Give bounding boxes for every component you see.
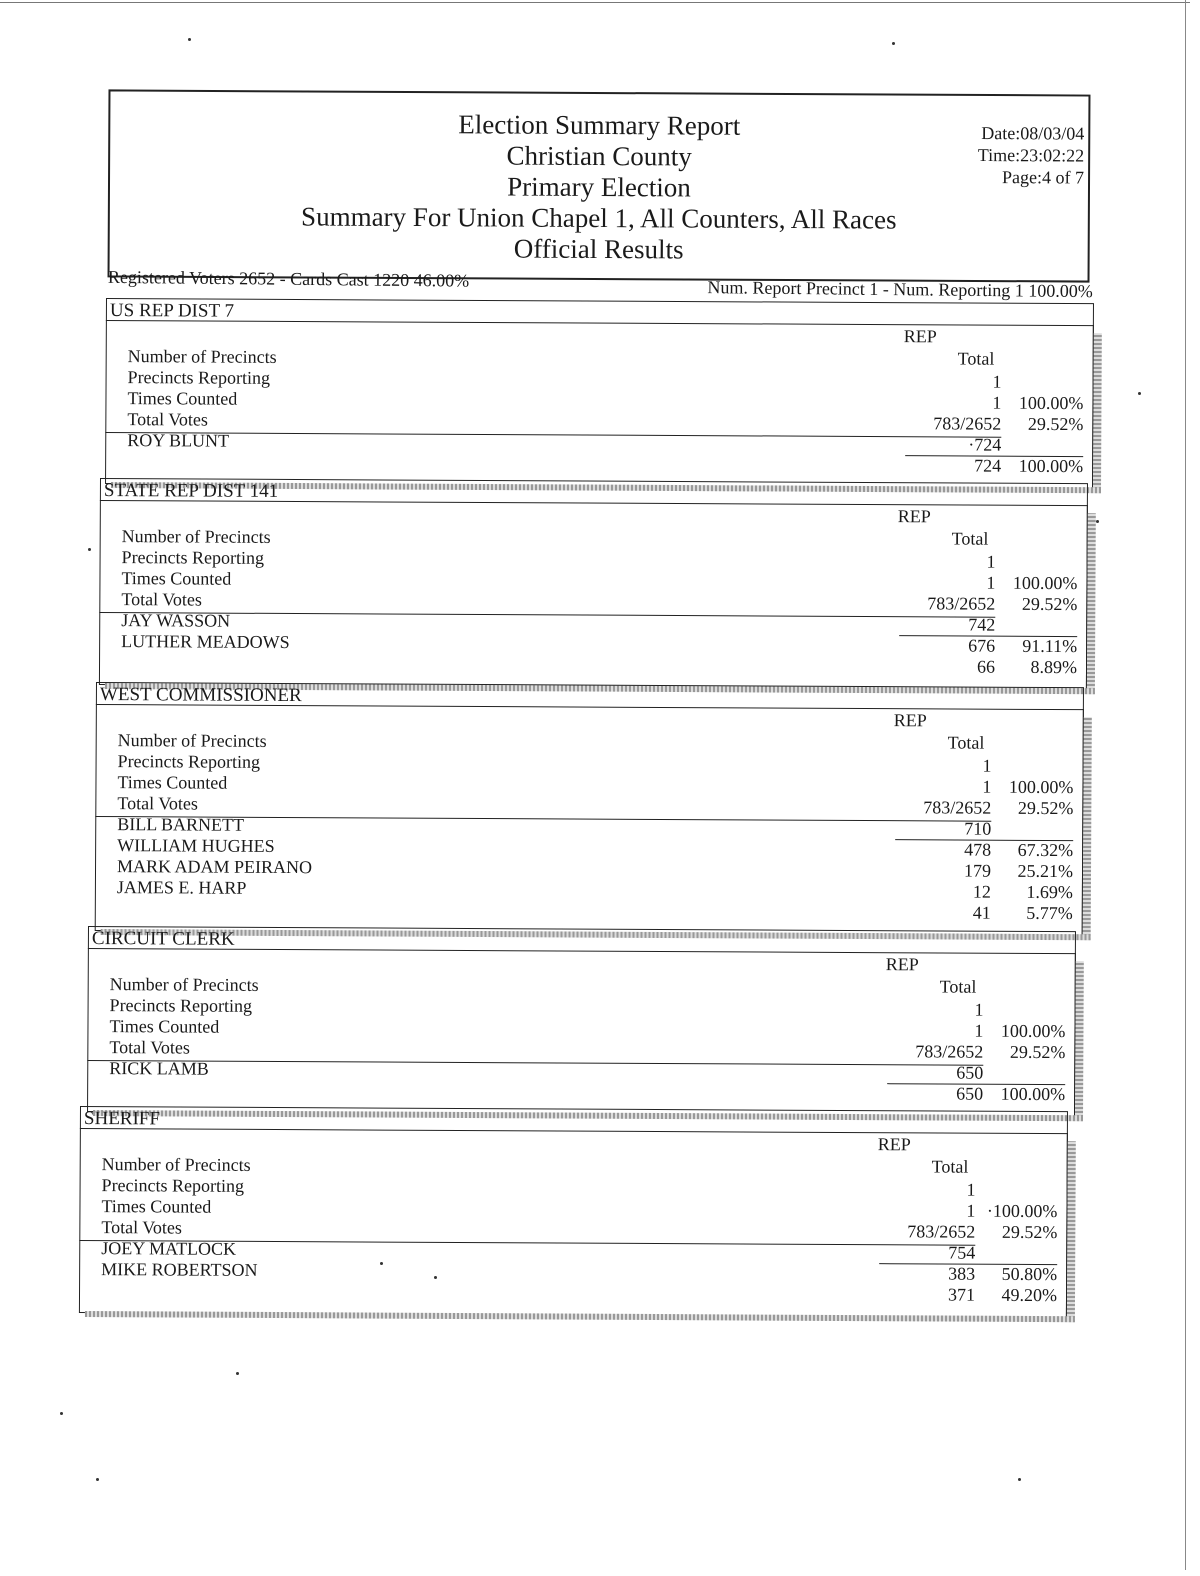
vote-percent: 67.32%	[1017, 839, 1074, 861]
stat-label: Number of Precincts	[121, 526, 271, 547]
vote-percent	[995, 615, 1077, 636]
results-status: Official Results	[513, 233, 684, 265]
stat-label: Total Votes	[109, 1037, 190, 1058]
scan-speck	[1018, 1478, 1021, 1481]
vote-percent: 100.00%	[1018, 455, 1084, 477]
stat-value: 1	[982, 755, 992, 776]
stat-percent: 100.00%	[1000, 1020, 1066, 1042]
race-percents	[995, 552, 1078, 678]
vote-count: 41	[972, 902, 991, 923]
scan-speck	[892, 42, 895, 45]
stat-label: Precincts Reporting	[127, 367, 271, 388]
race-shadow-right	[1075, 961, 1084, 1121]
registered-voters-summary: Registered Voters 2652 - Cards Cast 1220 46.00%	[107, 266, 470, 291]
race-shadow-right	[1087, 513, 1096, 694]
stat-percent: 100.00%	[1008, 776, 1074, 798]
race-shadow-right	[1067, 1141, 1076, 1322]
stat-label: Times Counted	[109, 1016, 220, 1037]
race-title: US REP DIST 7	[109, 300, 235, 322]
stat-label: Number of Precincts	[117, 730, 267, 751]
vote-count: 478	[964, 839, 992, 860]
stat-percent	[1002, 372, 1084, 393]
race-values	[889, 551, 996, 678]
stat-percent: 29.52%	[1027, 413, 1084, 435]
race-block	[87, 926, 1078, 1121]
report-page: Page:4 of 7	[1002, 167, 1085, 188]
race-row-labels	[127, 346, 277, 452]
vote-count: 12	[972, 881, 991, 902]
race-row-labels	[121, 526, 290, 653]
candidate-name: JAMES E. HARP	[116, 877, 247, 898]
scan-edge-right	[1185, 0, 1186, 1570]
vote-percent: 8.89%	[1030, 656, 1078, 678]
stat-value: 1	[986, 551, 996, 572]
stat-label: Precincts Reporting	[117, 751, 261, 772]
stat-percent: 29.52%	[1017, 797, 1074, 819]
stat-label: Times Counted	[121, 568, 232, 589]
vote-count: 179	[963, 860, 992, 881]
vote-count: 724	[974, 455, 1002, 476]
candidate-name: JAY WASSON	[121, 610, 231, 631]
scan-speck	[380, 1262, 383, 1265]
stat-percent: 29.52%	[1009, 1041, 1066, 1063]
scan-edge-top	[0, 2, 1190, 3]
candidate-name: JOEY MATLOCK	[101, 1238, 237, 1259]
vote-count: 371	[947, 1284, 976, 1305]
stat-percent	[976, 1180, 1058, 1201]
party-label: REP	[893, 710, 927, 731]
county-name: Christian County	[506, 140, 692, 172]
total-column-header: Total	[931, 1156, 969, 1177]
vote-count: 650	[956, 1062, 984, 1083]
candidate-name: ROY BLUNT	[127, 430, 230, 451]
stat-value: 783/2652	[907, 1221, 976, 1242]
stat-value: 1	[992, 392, 1002, 413]
vote-percent: 25.21%	[1017, 860, 1074, 882]
candidate-name: MARK ADAM PEIRANO	[116, 856, 313, 878]
election-name: Primary Election	[507, 171, 691, 203]
stat-percent: 100.00%	[1012, 572, 1078, 594]
race-block	[99, 478, 1090, 694]
race-percents	[975, 1180, 1058, 1306]
vote-count: 66	[976, 656, 996, 677]
stat-label: Times Counted	[127, 388, 238, 409]
scan-speck	[236, 1372, 239, 1375]
race-percents	[983, 1000, 1066, 1105]
race-row-labels	[109, 974, 259, 1080]
report-title-block	[110, 107, 1089, 267]
vote-percent: 49.20%	[1001, 1284, 1058, 1306]
vote-count: 710	[964, 818, 992, 839]
vote-percent: 1.69%	[1026, 881, 1073, 903]
stat-label: Times Counted	[117, 772, 228, 793]
scan-speck	[60, 1412, 63, 1415]
vote-count: 383	[948, 1263, 976, 1284]
stat-percent: 100.00%	[1018, 392, 1084, 414]
candidate-name: BILL BARNETT	[117, 814, 245, 835]
vote-percent: 91.11%	[1022, 635, 1078, 657]
stat-percent: 29.52%	[1021, 593, 1078, 615]
party-label: REP	[903, 326, 937, 347]
race-values	[895, 371, 1002, 477]
race-values	[877, 999, 984, 1105]
race-title: SHERIFF	[83, 1108, 161, 1130]
vote-percent: 5.77%	[1026, 902, 1073, 924]
stat-percent	[992, 756, 1074, 777]
party-label: REP	[897, 506, 931, 527]
candidate-name: WILLIAM HUGHES	[117, 835, 275, 856]
stat-value: 783/2652	[923, 797, 992, 818]
race-shadow-right	[1093, 333, 1102, 493]
race-title: CIRCUIT CLERK	[91, 928, 235, 950]
race-row-labels	[117, 730, 313, 899]
total-column-header: Total	[939, 976, 977, 997]
vote-percent: 50.80%	[1001, 1263, 1058, 1285]
stat-label: Number of Precincts	[127, 346, 277, 367]
race-title: WEST COMMISSIONER	[99, 684, 302, 707]
stat-label: Precincts Reporting	[121, 547, 265, 568]
stat-label: Total Votes	[101, 1217, 182, 1238]
vote-percent: 100.00%	[1000, 1083, 1066, 1105]
stat-value: 1	[966, 1179, 976, 1200]
candidate-name: MIKE ROBERTSON	[101, 1259, 258, 1280]
stat-value: 1	[992, 371, 1002, 392]
summary-scope: Summary For Union Chapel 1, All Counters, All Races	[301, 201, 897, 235]
race-values	[869, 1179, 976, 1306]
race-percents	[1001, 372, 1084, 477]
report-meta	[978, 122, 1085, 189]
race-block	[95, 682, 1086, 940]
vote-percent	[975, 1243, 1057, 1264]
race-row-labels	[101, 1154, 258, 1281]
stat-value: 783/2652	[927, 593, 996, 614]
total-column-header: Total	[957, 348, 995, 369]
report-header-box	[108, 89, 1091, 282]
stat-value: 1	[974, 1020, 984, 1041]
stat-value: 1	[982, 776, 992, 797]
scan-speck	[88, 548, 91, 551]
party-label: REP	[877, 1134, 911, 1155]
race-title: STATE REP DIST 141	[103, 480, 279, 502]
scan-speck	[1096, 520, 1099, 523]
stat-percent	[996, 552, 1078, 573]
stat-label: Total Votes	[117, 793, 198, 814]
stat-label: Times Counted	[101, 1196, 212, 1217]
race-block	[79, 1106, 1070, 1322]
stat-label: Number of Precincts	[101, 1154, 251, 1175]
stat-label: Precincts Reporting	[101, 1175, 245, 1196]
stat-value: 783/2652	[933, 413, 1002, 434]
vote-count: 742	[968, 614, 996, 635]
candidate-name: LUTHER MEADOWS	[121, 631, 290, 652]
precinct-reporting-summary: Num. Report Precinct 1 - Num. Reporting 1 100.00%	[707, 277, 1093, 302]
scan-speck	[96, 1478, 99, 1481]
vote-percent	[983, 1063, 1065, 1084]
race-shadow-right	[1083, 717, 1092, 940]
report-time: Time:23:02:22	[977, 144, 1085, 166]
vote-count: 650	[956, 1083, 984, 1104]
stat-value: 783/2652	[915, 1041, 984, 1062]
stat-percent: ·100.00%	[986, 1200, 1058, 1222]
vote-percent	[1001, 435, 1083, 456]
stat-value: 1	[986, 572, 996, 593]
vote-percent	[991, 819, 1073, 840]
stat-value: 1	[966, 1200, 976, 1221]
stat-percent: 29.52%	[1001, 1221, 1058, 1243]
vote-count: 754	[948, 1242, 976, 1263]
stat-percent	[984, 1000, 1066, 1021]
scan-speck	[188, 38, 191, 41]
race-block	[105, 298, 1096, 493]
candidate-name: RICK LAMB	[109, 1058, 209, 1079]
stat-label: Precincts Reporting	[109, 995, 253, 1016]
vote-count: 676	[968, 635, 996, 656]
scan-speck	[434, 1276, 437, 1279]
total-column-header: Total	[947, 732, 985, 753]
stat-label: Number of Precincts	[109, 974, 259, 995]
stat-value: 1	[974, 999, 984, 1020]
total-column-header: Total	[951, 528, 989, 549]
stat-label: Total Votes	[127, 409, 208, 430]
report-date: Date:08/03/04	[981, 123, 1085, 144]
vote-count: ·724	[968, 434, 1002, 455]
report-title: Election Summary Report	[458, 109, 741, 141]
stat-label: Total Votes	[121, 589, 202, 610]
party-label: REP	[885, 954, 919, 975]
scan-speck	[1138, 392, 1141, 395]
